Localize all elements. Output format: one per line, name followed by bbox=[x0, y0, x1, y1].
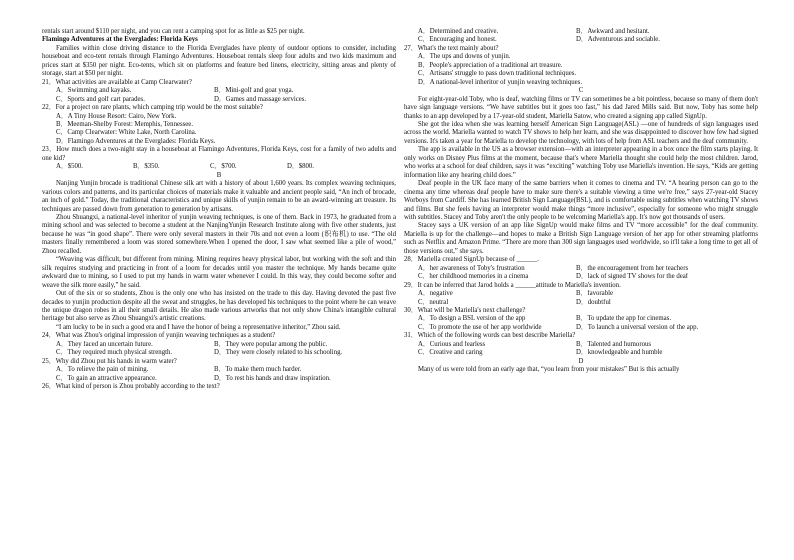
question-stem: 23．How much does a two-night stay in a houseboat at Flamingo Adventures, Florida Keys, cost for a family of two adults and one kid? bbox=[42, 146, 396, 162]
question-stem: 24．What was Zhou's original impression of yunjin weaving techniques as a student? bbox=[42, 332, 276, 340]
option: C．Camp Clearwater: White Lake, North Carolina. bbox=[56, 129, 197, 137]
question-stem: 21．What activities are available at Camp Clearwater? bbox=[42, 78, 192, 86]
option: B．Awkward and hesitant. bbox=[576, 28, 650, 35]
section-letter: D bbox=[578, 357, 584, 365]
passage-paragraph: “Weaving was difficult, but different from mining. Mining requires heavy physical labor, but working with the soft and thin silk requires studying and practicing in front of a loom for decades until you master the technique. My hands became quite awkward due to mining, so I used to put my hands in warm water whenever I could. In this way, they could become softer and weave the silk more easily,” he said. bbox=[42, 256, 396, 289]
option: D．To rest his hands and draw inspiration. bbox=[214, 374, 331, 382]
option: C．They required much physical strength. bbox=[56, 349, 173, 357]
passage-paragraph: For eight-year-old Toby, who is deaf, watching films or TV can sometimes be a bit pointless, because so many of them don't have sign language versions. “We have subtitles but it goes too fast,” his dad Jared Mills said. But now, Toby has some help thanks to an app developed by a 17-year-old student, Mariella Satow, who created a signing app called SignUp. bbox=[404, 95, 758, 120]
option: C．neutral bbox=[418, 298, 449, 306]
option: A．To relieve the pain of mining. bbox=[56, 366, 149, 374]
option: D．doubtful bbox=[576, 298, 611, 306]
option: A．The ups and downs of yunjin. bbox=[418, 53, 511, 61]
question-stem: 31．Which of the following words can best describe Mariella? bbox=[404, 332, 576, 340]
option: D．Adventurous and sociable. bbox=[576, 36, 660, 44]
answer-options bbox=[404, 341, 758, 358]
option: B．To make them much harder. bbox=[214, 366, 302, 374]
question-stem: 27．What's the text mainly about? bbox=[404, 44, 499, 52]
option: B．the encouragement from her teachers bbox=[576, 264, 689, 272]
option: B．Mini-golf and goat yoga. bbox=[214, 87, 294, 95]
section-heading: Flamingo Adventures at the Everglades: Florida Keys bbox=[42, 36, 198, 44]
option: B．$350. bbox=[133, 163, 160, 171]
passage-paragraph: The app is available in the US as a browser extension—with an interpreter appearing in a box once the film starts playing. It only works on Disney Plus films at the moment, because that's where Mariella thought she could help the most children. Jarod, who works at a school for deaf children, says it was “exciting” watching Toby use Mariella's invention. He says, “Kids are getting information like any hearing child does.” bbox=[404, 146, 758, 179]
option: C．Creative and caring bbox=[418, 349, 483, 357]
option: A．negative bbox=[418, 290, 453, 298]
answer-options bbox=[404, 265, 758, 282]
option: B．People's appreciation of a traditional art treasure. bbox=[418, 61, 563, 69]
option: C．Encouraging and honest. bbox=[418, 36, 497, 44]
answer-options bbox=[404, 315, 758, 332]
option: D．They were closely related to his schooling. bbox=[214, 349, 343, 357]
option: D．A national-level inheritor of yunjin weaving techniques. bbox=[418, 78, 583, 86]
option: C．her childhood memories in a cinema bbox=[418, 273, 529, 281]
option: D．To launch a universal version of the app. bbox=[576, 323, 699, 331]
option: D．knowledgeable and humble bbox=[576, 349, 663, 357]
passage-paragraph: Stacey says a UK version of an app like SignUp would make films and TV “more accessible” for the deaf community. Mariella is up for the challenge—and hopes to make a British Sign Language version of her app for other streaming platforms such as Netflix and Amazon Prime. “There are more than 300 sign languages used worldwide, so it'll take a long time to get all of those versions out,” she says. bbox=[404, 222, 758, 255]
passage-paragraph: She got the idea when she was learning herself American Sign Language(ASL) —one of hundreds of sign languages used across the world. Mariella wanted to watch TV shows to help her learn, and she was disappointed to discover how few had signed versions. It's taken a year for Mariella to develop the technology, with lots of help from ASL teachers and the deaf community. bbox=[404, 120, 758, 145]
option: B．To update the app for cinemas. bbox=[576, 315, 672, 323]
answer-options bbox=[42, 113, 396, 147]
option: A．Swimming and kayaks. bbox=[56, 87, 132, 95]
option: D．$800. bbox=[287, 163, 314, 171]
option: A．Curious and fearless bbox=[418, 340, 486, 348]
answer-options bbox=[404, 28, 758, 45]
passage-paragraph: Deaf people in the UK face many of the same barriers when it comes to cinema and TV. “A hearing person can go to the cinema any time whereas deaf people have to make sure there's a suitable viewing a time we're free,” says 27-year-old Stacey Worboys from Cardiff. She has learned British Sign Language(BSL), and is comfortable using subtitles when watching TV shows and films. But she feels having an interpreter would make things “more inclusive”, especially for someone who might struggle with subtitles. Stacey and Toby aren't the only people to be welcoming Mariella's app. It's now got thousands of users. bbox=[404, 180, 758, 221]
question-stem: 26．What kind of person is Zhou probably according to the text? bbox=[42, 383, 220, 391]
answer-options bbox=[404, 290, 758, 307]
option: D．Games and massage services. bbox=[214, 95, 307, 103]
answer-options bbox=[42, 366, 396, 383]
option: C．$700. bbox=[210, 163, 237, 171]
passage-paragraph: “I am lucky to be in such a good era and I have the honor of being a representative inheritor,” Zhou said. bbox=[56, 323, 341, 331]
passage-paragraph: Many of us were told from an early age that, “you learn from your mistakes” But is this actually bbox=[418, 366, 680, 374]
answer-options bbox=[42, 87, 396, 104]
option: D．lack of signed TV shows for the deaf bbox=[576, 273, 689, 281]
passage-paragraph: Zhou Shuangxi, a national-level inheritor of yunjin weaving techniques, is one of them. Back in 1973, he graduated from a mining school and was selected to become a student at the NanjingYunjin Research Institute along with five other students, just because he was “in good shape”. There were only several masters in their 70s and not even a loom (织布机) to use. “The old masters finally remembered a loom was stored somewhere.When I opened the door, I saw what seemed like a pile of wood,” Zhou recalled. bbox=[42, 213, 396, 255]
option: A．They faced an uncertain future. bbox=[56, 340, 153, 348]
passage-paragraph: Out of the six or so students, Zhou is the only one who has insisted on the trade to this day. Having devoted the past five decades to yunjin production despite all the sweat and struggles, he has developed his techniques to the point where he can weave the unique dragon robes in all their small details. He also made various artworks that not only show China's intangible cultural heritage but also serve as Zhou Shuangxi's artistic creations. bbox=[42, 290, 396, 323]
option: B．Meeman-Shelby Forest: Memphis, Tennessee. bbox=[56, 120, 194, 128]
right-column bbox=[404, 28, 758, 375]
answer-options bbox=[404, 53, 758, 87]
question-stem: 25．Why did Zhou put his hands in warm water? bbox=[42, 357, 177, 365]
passage-paragraph: Families within close driving distance to the Florida Everglades have plenty of outdoor options to consider, including houseboat and eco-tent rentals through Flamingo Adventures. Houseboat rentals sleep four adults and two kids maximum and prices start at $350 per night. Eco-tents, which sit on platforms and feature bed linens, electricity, sitting areas and plenty of storage, start at $50 per night. bbox=[42, 44, 396, 78]
option: C．To gain an attractive appearance. bbox=[56, 374, 157, 382]
question-stem: 30．What will be Mariella's next challenge? bbox=[404, 306, 526, 314]
option: C．Artisans' struggle to pass down traditional techniques. bbox=[418, 70, 577, 78]
passage-a-continuation: rentals start around $110 per night, and you can rent a camping spot for as little as $25 per night. bbox=[42, 28, 305, 35]
section-letter: C bbox=[578, 87, 584, 95]
left-column bbox=[42, 28, 396, 391]
passage-paragraph: Nanjing Yunjin brocade is traditional Chinese silk art with a history of about 1,600 years. Its complex weaving techniques, various colors and patterns, and its particular choices of materials make it valuable and ancient people said, “An inch of brocade, an inch of gold.” Today, the traditional characteristics and unique skills of yunjin remain to be an award-winning art treasure. Its techniques are passed down from generation to generation by artisans. bbox=[42, 180, 396, 213]
option: A．A Tiny House Resort: Cairo, New York. bbox=[56, 112, 177, 120]
option: D．Flamingo Adventures at the Everglades: Florida Keys. bbox=[56, 137, 216, 145]
option: B．They were popular among the public. bbox=[214, 340, 328, 348]
option: A．To design a BSL version of the app bbox=[418, 315, 526, 323]
section-letter: B bbox=[216, 171, 222, 179]
question-stem: 22．For a project on rare plants, which camping trip would be the most suitable? bbox=[42, 104, 263, 112]
option: C．Sports and golf cart parades. bbox=[56, 95, 145, 103]
option: A．her awareness of Toby's frustration bbox=[418, 264, 525, 272]
option: B．Talented and humorous bbox=[576, 340, 652, 348]
option: A．$500. bbox=[56, 163, 83, 171]
answer-options bbox=[42, 163, 396, 171]
option: B．favorable bbox=[576, 290, 613, 298]
option: C．To promote the use of her app worldwide bbox=[418, 323, 542, 331]
question-stem: 29．It can be inferred that Jarod holds a ______attitude to Mariella's invention. bbox=[404, 281, 621, 289]
question-stem: 28．Mariella created SignUp because of ______. bbox=[404, 256, 539, 264]
answer-options bbox=[42, 341, 396, 358]
option: A．Determined and creative. bbox=[418, 28, 499, 35]
